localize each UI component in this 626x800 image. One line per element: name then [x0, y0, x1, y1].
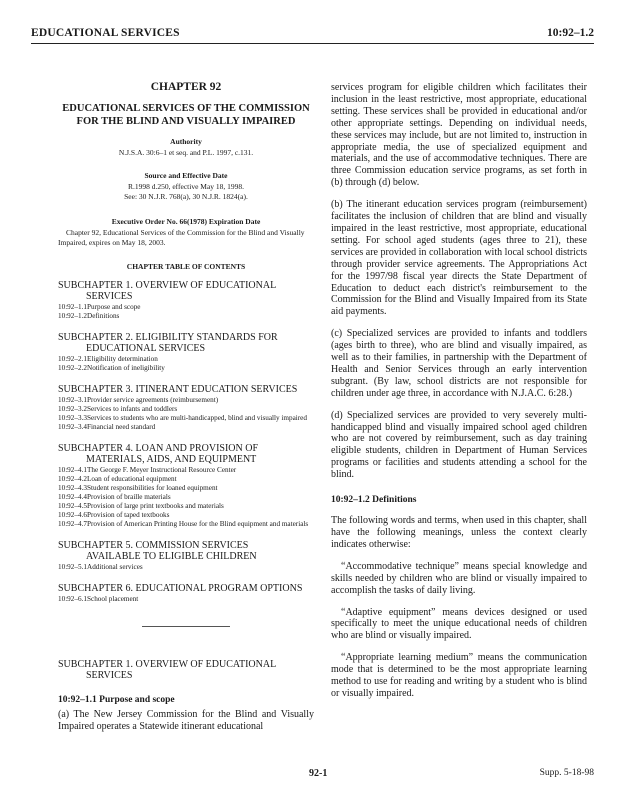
toc-entry-number: 10:92–2.2	[58, 364, 87, 372]
toc-entry-number: 10:92–4.6	[58, 511, 87, 519]
toc-entry-title: Additional services	[87, 563, 143, 571]
toc-entry-title: Student responsibilities for loaned equipment	[87, 484, 218, 492]
toc-entry-title: Services to infants and toddlers	[87, 405, 178, 413]
toc-entry-title: Financial need standard	[87, 423, 156, 431]
table-of-contents	[58, 280, 314, 604]
toc-entry-title: Provision of braille materials	[87, 493, 171, 501]
toc-entry[interactable]	[58, 475, 314, 484]
toc-entry[interactable]	[58, 303, 314, 312]
toc-entry-number: 10:92–2.1	[58, 355, 87, 363]
definition-adaptive-equipment: “Adaptive equipment” means devices designed or used specifically to meet the unique educational needs of children who are blind or visually impaired.	[331, 606, 587, 642]
toc-entry-number: 10:92–3.2	[58, 405, 87, 413]
paragraph-a-start: (a) The New Jersey Commission for the Blind and Visually Impaired operates a Statewide itinerant educational	[58, 709, 314, 732]
header-title: EDUCATIONAL SERVICES	[31, 27, 180, 39]
toc-entry-title: Notification of ineligibility	[87, 364, 165, 372]
section-heading-definitions: 10:92–1.2 Definitions	[331, 495, 417, 506]
source-line-2: See: 30 N.J.R. 768(a), 30 N.J.R. 1824(a).	[124, 192, 248, 201]
toc-subchapter-heading-line-2: EDUCATIONAL SERVICES	[86, 343, 206, 354]
paragraph-a	[58, 709, 314, 733]
subchapter-1-heading-line-1: SUBCHAPTER 1. OVERVIEW OF EDUCATIONAL	[58, 659, 277, 670]
subchapter-1-heading	[58, 659, 314, 681]
toc-entry-number: 10:92–4.5	[58, 502, 87, 510]
toc-entry-title: Eligibility determination	[87, 355, 158, 363]
toc-subchapter-6-heading	[58, 583, 314, 594]
toc-entry[interactable]	[58, 364, 314, 373]
definitions-intro: The following words and terms, when used in this chapter, shall have the following meanings, unless the context clearly indicates otherwise:	[331, 515, 587, 550]
toc-entry[interactable]	[58, 312, 314, 321]
toc-entry-number: 10:92–3.1	[58, 396, 87, 404]
toc-entry-title: Provision of large print textbooks and materials	[87, 502, 224, 510]
running-header	[31, 27, 594, 43]
executive-order-text: Chapter 92, Educational Services of the Commission for the Blind and Visually Impaired, expires on May 18, 2003.	[58, 228, 305, 247]
toc-entry[interactable]	[58, 502, 314, 511]
toc-heading: CHAPTER TABLE OF CONTENTS	[126, 262, 246, 271]
toc-entry[interactable]	[58, 414, 314, 423]
toc-entry[interactable]	[58, 493, 314, 502]
toc-entry-title: Provision of American Printing House for the Blind equipment and materials	[87, 520, 309, 528]
toc-entry-number: 10:92–5.1	[58, 563, 87, 571]
toc-entry-number: 10:92–4.7	[58, 520, 87, 528]
toc-entry-number: 10:92–4.1	[58, 466, 87, 474]
chapter-subtitle	[58, 102, 314, 128]
paragraph-d: (d) Specialized services are provided to very severely multi-handicapped blind and visually impaired school aged children who are not covered by reimbursement, such as day training eligible students, children in Department of Human Services programs or facilities and students attending a school for the blind.	[331, 409, 587, 481]
toc-entry-number: 10:92–4.2	[58, 475, 87, 483]
toc-entry[interactable]	[58, 520, 314, 529]
header-rule	[31, 43, 594, 44]
toc-entry[interactable]	[58, 511, 314, 520]
toc-entry[interactable]	[58, 563, 314, 572]
paragraph-b: (b) The itinerant education services program (reimbursement) facilitates the inclusion of children that are blind and visually impaired in the least restrictive, most appropriate, educational setting. For school aged students (ages three to 21), these services are provided in collaboration with local school districts through provider service agreements. The Appropriations Act for the 1997/98 fiscal year directs the State Department of Education to deduct each district's reimbursement to the Commission for the Blind and Visually Impaired from its State aid payments.	[331, 199, 587, 318]
toc-subchapter-heading-line-2: AVAILABLE TO ELIGIBLE CHILDREN	[86, 551, 257, 562]
left-column	[58, 76, 314, 733]
toc-subchapter-heading-line-2: MATERIALS, AIDS, AND EQUIPMENT	[86, 454, 257, 465]
toc-entry-title: Purpose and scope	[87, 303, 141, 311]
toc-entry[interactable]	[58, 484, 314, 493]
toc-entry[interactable]	[58, 595, 314, 604]
authority-text: N.J.S.A. 30:6–1 et seq. and P.L. 1997, c.131.	[118, 148, 254, 157]
toc-entry-number: 10:92–6.1	[58, 595, 87, 603]
toc-subchapter-4-heading	[58, 443, 314, 465]
toc-subchapter-heading-line-1: SUBCHAPTER 4. LOAN AND PROVISION OF	[58, 443, 259, 454]
toc-entry-title: The George F. Meyer Instructional Resource Center	[87, 466, 237, 474]
toc-subchapter-2-heading	[58, 332, 314, 354]
section-divider	[142, 626, 230, 627]
toc-entry-title: Definitions	[87, 312, 120, 320]
toc-entry[interactable]	[58, 405, 314, 414]
definition-appropriate-learning-medium: “Appropriate learning medium” means the communication mode that is determined to be the most appropriate learning method to use for reading and writing by a student who is blind or visually impaired.	[331, 652, 587, 699]
toc-subchapter-1-heading	[58, 280, 314, 302]
toc-entry-number: 10:92–4.3	[58, 484, 87, 492]
toc-entry-title: Provision of taped textbooks	[87, 511, 170, 519]
toc-subchapter-heading-line-1: SUBCHAPTER 2. ELIGIBILITY STANDARDS FOR	[58, 332, 278, 343]
header-citation: 10:92–1.2	[547, 27, 594, 39]
toc-subchapter-heading-line-1: SUBCHAPTER 6. EDUCATIONAL PROGRAM OPTIONS	[58, 583, 303, 594]
toc-entry-number: 10:92–3.3	[58, 414, 87, 422]
executive-order-heading: Executive Order No. 66(1978) Expiration Date	[111, 217, 261, 226]
right-column	[331, 82, 587, 700]
source-line-1: R.1998 d.250, effective May 18, 1998.	[127, 182, 245, 191]
toc-entry-title: Provider service agreements (reimbursement)	[87, 396, 219, 404]
toc-entry-number: 10:92–3.4	[58, 423, 87, 431]
toc-subchapter-heading-line-2: SERVICES	[86, 291, 133, 302]
toc-entry-title: School placement	[87, 595, 139, 603]
paragraph-a-rest: services program for eligible children which facilitates their inclusion in the least restrictive, most appropriate, educational setting. These services shall be provided in educational and/or other appropriate settings. Depending on individual needs, these services may include, but are not limited to, instruction in appropriate media, the use of specialized equipment and materials, and the use of accommodative techniques. There are three Commission education service programs, as set forth in (b) through (d) below.	[331, 82, 587, 189]
toc-subchapter-heading-line-1: SUBCHAPTER 3. ITINERANT EDUCATION SERVICES	[58, 384, 298, 395]
source-heading: Source and Effective Date	[144, 171, 228, 180]
toc-subchapter-heading-line-1: SUBCHAPTER 1. OVERVIEW OF EDUCATIONAL	[58, 280, 277, 291]
paragraph-a-continued	[331, 82, 587, 189]
paragraph-c: (c) Specialized services are provided to infants and toddlers (ages birth to three), who are blind and visually impaired, as well as to their families, in partnership with the Department of Health and Senior Services through an early intervention subgrant. (By law, school districts are not responsible for children under age three, in accordance with N.J.A.C. 6:28.)	[331, 328, 587, 399]
definition-accommodative-technique: “Accommodative technique” means special knowledge and skills needed by children who are blind or visually impaired to accomplish the tasks of daily living.	[331, 560, 587, 596]
toc-subchapter-5-heading	[58, 540, 314, 562]
toc-entry[interactable]	[58, 396, 314, 405]
authority-heading: Authority	[170, 137, 202, 146]
section-heading-purpose: 10:92–1.1 Purpose and scope	[58, 695, 175, 705]
supplement-date: Supp. 5-18-98	[539, 768, 594, 778]
subchapter-1-heading-line-2: SERVICES	[86, 670, 133, 681]
chapter-subtitle-line-1: EDUCATIONAL SERVICES OF THE COMMISSION	[62, 103, 310, 114]
toc-entry[interactable]	[58, 466, 314, 475]
toc-entry-number: 10:92–4.4	[58, 493, 87, 501]
toc-entry-number: 10:92–1.1	[58, 303, 87, 311]
chapter-title: CHAPTER 92	[150, 81, 222, 93]
page-number: 92-1	[309, 768, 328, 779]
toc-entry-number: 10:92–1.2	[58, 312, 87, 320]
toc-entry[interactable]	[58, 355, 314, 364]
toc-entry[interactable]	[58, 423, 314, 432]
toc-subchapter-heading-line-1: SUBCHAPTER 5. COMMISSION SERVICES	[58, 540, 249, 551]
toc-entry-title: Loan of educational equipment	[87, 475, 177, 483]
toc-entry-title: Services to students who are multi-handicapped, blind and visually impaired	[87, 414, 307, 422]
chapter-subtitle-line-2: FOR THE BLIND AND VISUALLY IMPAIRED	[76, 116, 296, 127]
toc-subchapter-3-heading	[58, 384, 314, 395]
